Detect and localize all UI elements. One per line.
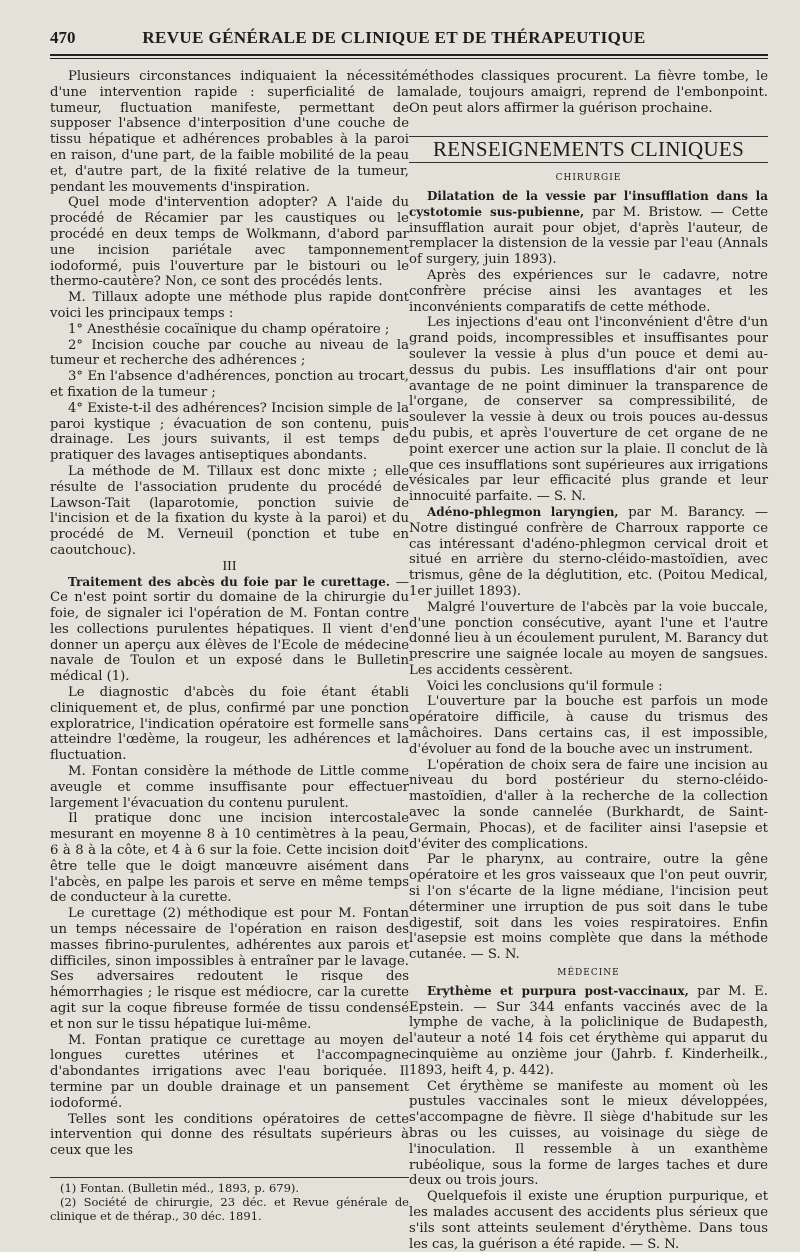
page-header (50, 28, 768, 48)
paragraph: Le diagnostic d'abcès du foie étant établi cliniquement et, de plus, confirmé par une ponction exploratrice, l'indication opératoire est formelle sans atteindre l'œdème, la rougeur, les adhérences et la fluctuation. (50, 685, 409, 764)
left-column (50, 69, 409, 1252)
paragraph: méthodes classiques procurent. La fièvre tombe, le malade, toujours amaigri, reprend de l'embonpoint. On peut alors affirmer la guérison prochaine. (409, 69, 768, 116)
list-item: 3° En l'absence d'adhérences, ponction au trocart, et fixation de la tumeur ; (50, 369, 409, 400)
list-item: 1° Anesthésie cocaïnique du champ opératoire ; (68, 321, 390, 337)
paragraph (409, 189, 768, 268)
right-column (409, 69, 768, 1252)
category-label: MÉDECINE (557, 968, 620, 979)
paragraph (50, 575, 409, 686)
article-title: Adéno-phlegmon laryngien, (427, 504, 619, 519)
category-label: CHIRURGIE (555, 173, 622, 184)
paragraph: Les injections d'eau ont l'inconvénient d'être d'un grand poids, incompressibles et insuffisantes pour soulever la vessie à plus d'un pouce et demi au-dessus du pubis. Les insufflations d'air ont pour avantage de ne point diminuer la transparence de l'organe, de conserver sa compressibilité, de soulever la vessie à deux ou trois pouces au-dessus du pubis, et après l'ouverture de cet organe de ne point exercer une action sur la plaie. Il conclut de là que ces insufflations sont supérieures aux irrigations vésicales par leur efficacité plus grande et leur innocuité parfaite. — S. N. (409, 315, 768, 505)
page-number: 470 (50, 28, 76, 47)
paragraph: Il pratique donc une incision intercostale mesurant en moyenne 8 à 10 centimètres à la peau, 6 à 8 à la côte, et 4 à 6 sur la foie. Cette incision doit être telle que le doigt manœuvre aisément dans l'abcès, en palpe les parois et serve en même temps de conducteur à la curette. (50, 811, 409, 906)
list-item: 4° Existe-t-il des adhérences? Incision simple de la paroi kystique ; évacuation de son contenu, puis drainage. Les jours suivants, il est temps de pratiquer des lavages antiseptiques abondants. (50, 400, 409, 464)
paragraph: Cet érythème se manifeste au moment où les pustules vaccinales sont le mieux développées, s'accompagne de fièvre. Il siège d'habitude sur les bras ou les cuisses, au voisinage du siège de l'inoculation. Il ressemble à un exanthème rubéolique, sous la forme de larges taches et dure deux ou trois jours. (409, 1078, 768, 1189)
article-title: Erythème et purpura post-vaccinaux, (427, 983, 689, 998)
paragraph: Plusieurs circonstances indiquaient la nécessité d'une intervention rapide : superficialité de la tumeur, fluctuation manifeste, permettant de supposer l'absence d'interposition d'une couche de tissu hépatique et adhérences probables à la paroi en raison, d'une part, de la faible mobilité de la peau et, d'autre part, de la fixité relative de la tumeur, pendant les mouvements d'inspiration. (50, 69, 409, 195)
footnote: (1) Fontan. (Bulletin méd., 1893, p. 679). (60, 1180, 300, 1195)
paragraph: M. Fontan considère la méthode de Little comme aveugle et comme insuffisante pour effectuer largement l'évacuation du contenu purulent. (50, 764, 409, 811)
header-rule (50, 54, 768, 59)
paragraph: Voici les conclusions qu'il formule : (427, 678, 663, 694)
article-text: par M. Bristow. — Cette insufflation aurait pour objet, d'après l'auteur, de remplacer la distension de la vessie par l'eau (Annals of surgery, juin 1893). (409, 204, 768, 268)
paragraph: Quelquefois il existe une éruption purpurique, et les malades accusent des accidents plus sérieux que s'ils sont atteints seulement d'érythème. Dans tous les cas, la guérison a été rapide. — S. N. (409, 1189, 768, 1252)
paragraph: Quel mode d'intervention adopter? A l'aide du procédé de Récamier par les caustiques ou le procédé en deux temps de Wolkmann, d'abord par une incision pariétale avec tamponnement iodoformé, puis l'ouverture par le bistouri ou le thermo-cautère? Non, ce sont des procédés lents. (50, 195, 409, 290)
paragraph: Après des expériences sur le cadavre, notre confrère précise ainsi les avantages et les inconvénients comparatifs de cette méthode. (409, 267, 768, 315)
paragraph (409, 505, 768, 600)
article-text: — Ce n'est point sortir du domaine de la chirurgie du foie, de signaler ici l'opération de M. Fontan contre les collections purulentes hépatiques. Il vient d'en donner un aperçu aux élèves de l'Ecole de médecine navale de Toulon et un exposé dans le Bulletin médical (1). (50, 574, 409, 685)
paragraph: Telles sont les conditions opératoires de cette intervention qui donne des résultats supérieurs à ceux que les (50, 1111, 409, 1159)
article-text: par M. Barancy. — Notre distingué confrère de Charroux rapporte ce cas intéressant d'adéno-phlegmon cervical droit et situé en arrière du sterno-cléido-mastoïdien, avec trismus, gêne de la déglutition, etc. (Poitou Medical, 1er juillet 1893). (409, 504, 769, 599)
article-title: Traitement des abcès du foie par le curettage. (68, 574, 390, 589)
paragraph: Le curettage (2) méthodique est pour M. Fontan un temps nécessaire de l'opération en raison des masses fibrino-purulentes, adhérentes aux parois et difficiles, sinon impossibles à entraîner par le lavage. Ses adversaires redoutent le risque des hémorrhagies ; le risque est médiocre, car la curette agit sur la coque fibreuse formée de tissu condensé et non sur le tissu hépatique lui-même. (50, 906, 409, 1032)
footnotes (50, 1177, 409, 1223)
section-number: III (222, 558, 237, 574)
paragraph: Malgré l'ouverture de l'abcès par la voie buccale, d'une ponction consécutive, ayant l'une et l'autre donné lieu à un écoulement purulent, M. Barancy dut prescrire une saignée locale au moyen de sangsues. Les accidents cessèrent. (409, 599, 768, 678)
paragraph: M. Fontan pratique ce curettage au moyen de longues curettes utérines et l'accompagne d'abondantes irrigations avec l'eau boriquée. Il termine par un double drainage et un pansement iodoformé. (50, 1032, 409, 1111)
paragraph: Par le pharynx, au contraire, outre la gêne opératoire et les gros vaisseaux que l'on peut ouvrir, si l'on s'écarte de la ligne médiane, l'incision peut déterminer une irruption de pus soit dans le tube digestif, soit dans les voies respiratoires. Enfin l'asepsie est moins complète que dans la méthode cutanée. — S. N. (409, 852, 768, 963)
paragraph (409, 984, 768, 1079)
paragraph: L'ouverture par la bouche est parfois un mode opératoire difficile, à cause du trismus des mâchoires. Dans certains cas, il est impossible, d'évoluer au fond de la bouche avec un instrument. (409, 694, 768, 757)
paragraph: M. Tillaux adopte une méthode plus rapide dont voici les principaux temps : (50, 290, 409, 321)
article-title: Dilatation de la vessie par l'insufflation dans la cystotomie sus-pubienne, (409, 188, 768, 219)
paragraph: L'opération de choix sera de faire une incision au niveau du bord postérieur du sterno-cléido-mastoïdien, d'aller à la recherche de la collection avec la sonde cannelée (Burkhardt, de Saint-Germain, Phocas), et de faciliter ainsi l'asepsie et d'éviter des complications. (409, 757, 768, 852)
paragraph: La méthode de M. Tillaux est donc mixte ; elle résulte de l'association prudente du procédé de Lawson-Tait (laparotomie, ponction suivie de l'incision et de la fixation du kyste à la paroi) et du procédé de M. Verneuil (ponction et tube en caoutchouc). (50, 463, 409, 558)
list-item: 2° Incision couche par couche au niveau de la tumeur et recherche des adhérences ; (50, 337, 409, 369)
article-text: par M. E. Epstein. — Sur 344 enfants vaccinés avec de la lymphe de vache, à la policlinique de Budapesth, l'auteur a noté 14 fois cet érythème qui apparut du cinquième au onzième jour (Jahrb. f. Kinderheilk., 1893, heift 4, p. 442). (409, 983, 769, 1078)
running-title: REVUE GÉNÉRALE DE CLINIQUE ET DE THÉRAPEUTIQUE (142, 28, 646, 47)
section-title: RENSEIGNEMENTS CLINIQUES (409, 136, 768, 163)
footnote: (2) Société de chirurgie, 23 déc. et Revue générale de clinique et de thérap., 30 déc. 1891. (50, 1194, 409, 1223)
